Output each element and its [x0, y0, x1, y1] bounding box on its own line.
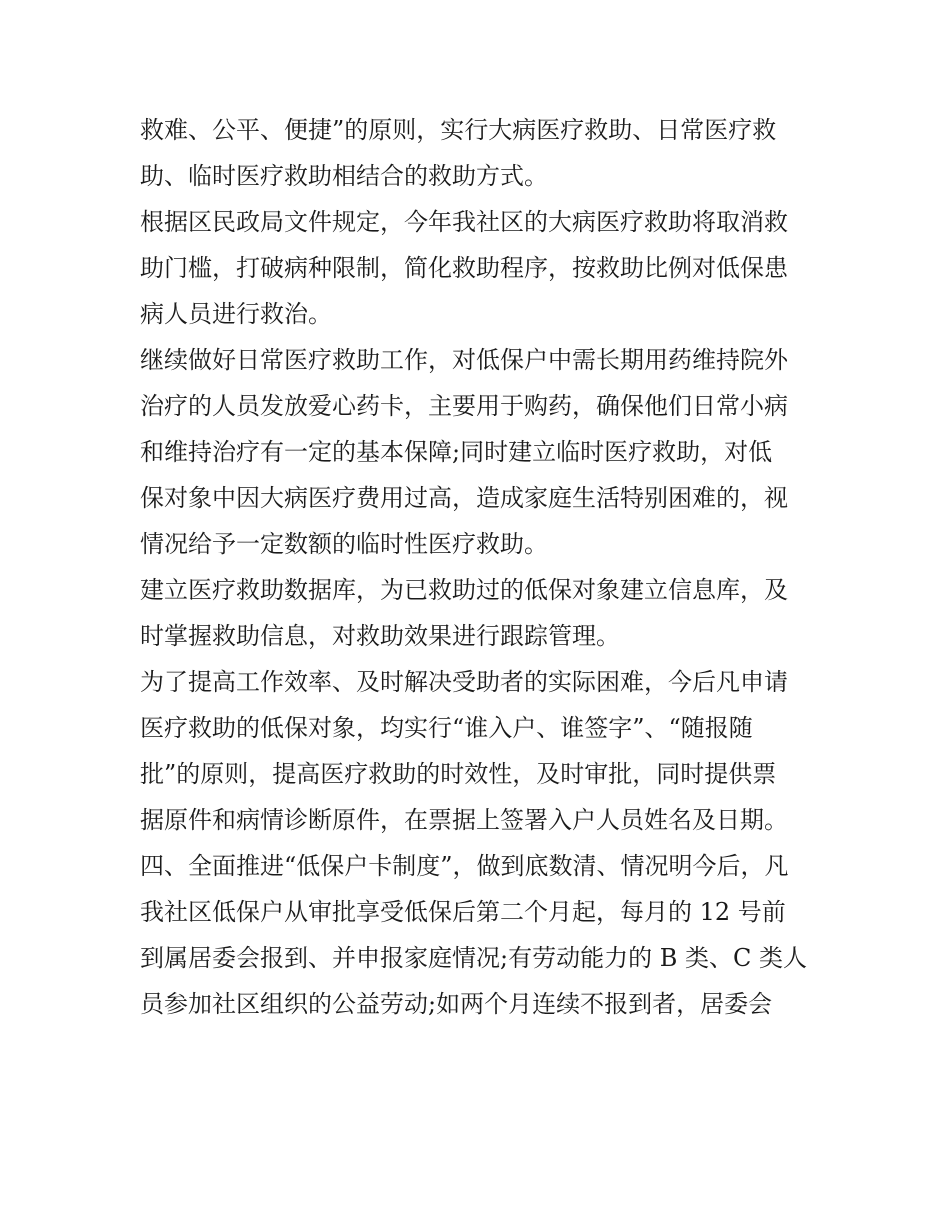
text-line: 救难、公平、便捷”的原则，实行大病医疗救助、日常医疗救 [140, 116, 777, 144]
text-line: 治疗的人员发放爱心药卡，主要用于购药，确保他们日常小病 [140, 392, 788, 420]
text-line: 助门槛，打破病种限制，简化救助程序，按救助比例对低保患 [140, 254, 788, 282]
text-line: 时掌握救助信息，对救助效果进行跟踪管理。 [140, 622, 620, 650]
text-line: 四、全面推进“低保户卡制度”，做到底数清、情况明今后，凡 [140, 852, 789, 880]
text-line: 医疗救助的低保对象，均实行“谁入户、谁签字”、“随报随 [140, 714, 753, 742]
text-line: 情况给予一定数额的临时性医疗救助。 [140, 530, 548, 558]
text-line: 建立医疗救助数据库，为已救助过的低保对象建立信息库，及 [140, 576, 788, 604]
text-line: 员参加社区组织的公益劳动;如两个月连续不报到者，居委会 [140, 990, 773, 1018]
text-line: 根据区民政局文件规定，今年我社区的大病医疗救助将取消救 [140, 208, 788, 236]
text-line: 到属居委会报到、并申报家庭情况;有劳动能力的 B 类、C 类人 [140, 944, 807, 972]
text-line: 保对象中因大病医疗费用过高，造成家庭生活特别困难的，视 [140, 484, 788, 512]
text-line: 病人员进行救治。 [140, 300, 332, 328]
text-line: 为了提高工作效率、及时解决受助者的实际困难，今后凡申请 [140, 668, 788, 696]
text-line: 我社区低保户从审批享受低保后第二个月起，每月的 12 号前 [140, 898, 786, 926]
text-line: 据原件和病情诊断原件，在票据上签署入户人员姓名及日期。 [140, 806, 788, 834]
text-line: 助、临时医疗救助相结合的救助方式。 [140, 162, 548, 190]
text-line: 批”的原则，提高医疗救助的时效性，及时审批，同时提供票 [140, 760, 777, 788]
document-body [140, 107, 820, 1027]
text-line: 继续做好日常医疗救助工作，对低保户中需长期用药维持院外 [140, 346, 788, 374]
text-line: 和维持治疗有一定的基本保障;同时建立临时医疗救助，对低 [140, 438, 773, 466]
